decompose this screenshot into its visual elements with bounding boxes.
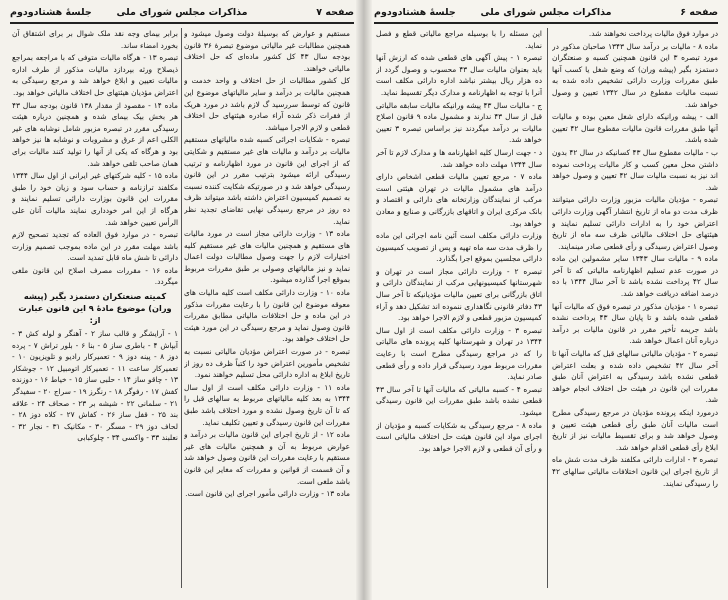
paragraph: تبصره - در صورت اعتراض مؤدیان مالیاتی نسبت به تشخیص مأمورین اعتراض خود را کتباً ظرف ده روز از تاریخ ابلاغ به اداره دارائی محل تسلیم خواهند نمود. xyxy=(184,347,350,380)
paragraph: ماده ۱۶ - مقررات مصرف اصلاح این قانون ملغی میگردد. xyxy=(12,265,178,287)
paragraph: تبصره ۲ - مؤدیان مالیاتی سالهای قبل که مالیات آنها تا آخر سال ۴۲ تشخیص داده شده و بعلت اعتراض قطعی نشده باشد رسیدگی به اعتراض آنان طبق مقررات این قانون در هیئت حل اختلاف انجام خواهد شد. xyxy=(552,349,718,405)
section-heading: کمیته صنعتکران دستمزد بگیر (پیشه وران) موضوع مادهٔ ۹ این قانون عبارت از: xyxy=(18,291,172,326)
paragraph: ماده ۱۳ - وزارت دارائی مجاز است در مورد مالیات های مستقیم و همچنین مالیات های غیر مستقیم کلیه اختیارات لازم را جهت وصول مطالبات دولت اعمال نماید و نیز مالیاتهای وصولی بر طبق مقررات مربوط بموقع اجرا گذارده میشود. xyxy=(184,229,350,285)
paragraph: تبصره - در موارد فوق العاده که تجدید تصحیح لازم باشد مهلت مقرر در این ماده بموجب تصمیم وزارت دارائی تا شش ماه قابل تمدید است. xyxy=(12,230,178,263)
paragraph: ماده ۷ - مرجع تعیین مالیات قطعی اشخاص دارای درآمد های مشمول مالیات در تهران هیئتی است مرکب از نمایندگان وزارتخانه های دارائی و اقتصاد و بانک مرکزی ایران و اتاقهای بازرگانی و صنایع و معادن خواهد بود. xyxy=(376,172,542,228)
paragraph: د - جهت ارسال کلیه اظهارنامه ها و مدارک لازم تا آخر سال ۱۳۴۴ مهلت داده خواهد شد. xyxy=(376,147,542,169)
page-number: صفحه ۶ xyxy=(680,7,718,18)
session-label: جلسهٔ هشتادودوم xyxy=(10,7,92,18)
paragraph: تبصره ۱ - مؤدیان مذکور در تبصره فوق که مالیات آنها قطعی شده باشد و تا پایان سال ۴۳ پرداخت نشده باشد جریمه تأخیر مقرر در قانون مالیات بر درآمد درباره آنان اعمال خواهد شد. xyxy=(552,301,718,346)
paragraph: تبصره - شکایات اجرائی کسبه شده مالیاتهای مستقیم مالیات بر درآمد و مالیات های غیر مستقیم و شکایتی که از اجرای این قانون در مورد اظهارنامه و ترتیب رسیدگی ارائه میشود بترتیب مقرر در این قانون رسیدگی خواهد شد و در صورتیکه شکایت کننده نسبت به تصمیم کمیسیون اعتراض داشته باشد میتواند ظرف ده روز در مرجع رسیدگی نهایی تقاضای تجدید نظر نماید. xyxy=(184,135,350,226)
paragraph: الف - پیشه ورانیکه دارای شغل معین بوده و مالیات آنها طبق مقررات قانون مالیات مقطوع سال ۴۲ تعیین شده باشد. xyxy=(552,112,718,145)
paragraph: مستقیم و عوارض که بوسیلهٔ دولت وصول میشود و همچنین مطالبات غیر مالیاتی موضوع تبصرهٔ ۳۶ قانون بودجه سال ۴۳ کل کشور ماده‌ای که حل اختلاف مالیاتی خواهند. xyxy=(184,29,350,73)
paragraph: وزارت دارائی مکلف است آئین نامه اجرائی این ماده را ظرف مدت سه ماه تهیه و پس از تصویب کمیسیون دارائی مجلسین بموقع اجرا بگذارد. xyxy=(376,231,542,264)
right-page xyxy=(364,0,728,600)
page-header xyxy=(374,6,718,24)
paragraph: برابر بیمای وجه نقد ملک شوال بر برای اشتقاق آن بخورد امضاء ساند. xyxy=(12,29,178,50)
paragraph: ماده ۱۵ - کلیه شرکتهای غیر ایرانی از اول سال ۱۳۴۴ مکلفند ترازنامه و حساب سود و زیان خود را طبق مقررات این قانون بوزارت دارائی تسلیم نمایند و هرگاه از این امر خودداری نمایند مالیات آنان علی الرأس تعیین خواهد شد. xyxy=(12,171,178,227)
running-title: مذاکرات مجلس شورای ملی xyxy=(480,7,612,18)
paragraph: ماده ۱۱ - وزارت دارائی مکلف است از اول سال ۱۳۴۴ به بعد کلیه مالیاتهای مربوط به سالهای قبل را که تا آن تاریخ وصول نشده و مورد اختلاف باشد طبق مقررات این قانون رسیدگی و تعیین تکلیف نماید. xyxy=(184,382,350,427)
running-title: مذاکرات مجلس شورای ملی xyxy=(116,7,248,18)
paragraph: تبصره ۲ - وزارت دارائی مجاز است در تهران و شهرستانها کمیسیونهایی مرکب از نمایندگان دارائی و اتاق بازرگانی برای تعیین مالیات مؤدیانیکه تا آخر سال ۴۳ دفاتر قانونی نگاهداری ننموده اند تشکیل دهد و آراء کمیسیون مزبور قطعی و لازم الاجرا خواهد بود. xyxy=(376,266,542,323)
paragraph: تبصره - مؤدیان مالیات مزبور وزارت دارائی میتوانند ظرف مدت دو ماه از تاریخ انتشار آگهی وزارت دارائی اعتراض خود را به ادارات دارائی تسلیم نمایند و هیئتهای حل اختلاف مالیاتی ظرف سه ماه از تاریخ وصول اعتراض رسیدگی و رأی قطعی صادر مینمایند. xyxy=(552,195,718,251)
paragraph: ماده ۱۲ - از تاریخ اجرای این قانون مالیات بر درآمد و عوارض مربوط به آن و همچنین مالیات های غیر مستقیم با رعایت مقررات این قانون وصول خواهد شد و آن قسمت از قوانین و مقررات که مغایر این قانون باشد ملغی است. xyxy=(184,430,350,486)
column-divider xyxy=(181,28,182,588)
paragraph: تبصره ۳ - ادارات دارائی مکلفند ظرف مدت شش ماه از تاریخ اجرای این قانون اختلافات مالیاتی سالهای ۴۲ را رسیدگی نمایند. xyxy=(552,455,718,488)
paragraph: کل کشور مطالبات از حل اختلاف و واحد خدمت و همچنین مالیات بر درآمد و سایر مالیاتهای موضوع این قانون که توسط سررسید گ لازم باشد در مورد هریک از فقرات ذکر شده آراء صادره هیئتهای حل اختلاف قطعی و لازم الاجرا میباشد. xyxy=(184,76,350,132)
paragraph: ماده ۹ - مالیات سال ۱۳۴۳ سایر مشمولین این ماده در صورت عدم تسلیم اظهارنامه مالیاتی که تا آخر سال ۴۲ پرداخت نشده باشد تا آخر سال ۱۳۴۴ با ده درصد اضافه دریافت خواهد شد. xyxy=(552,254,718,299)
paragraph: تبصره ۱۳ - هرگاه مالیات متوفی که با مراجعه بمراجع ذیصلاح ورثه بپردازد مالیات مذکور از طرف اداره مالیات تعیین و ابلاغ خواهد شد و مرجع رسیدگی به اعتراض مؤدیان هیئتهای حل اختلاف مالیاتی خواهد بود. xyxy=(12,53,178,97)
paragraph: ماده ۱۴ - مقصود از مقدار ۱۳۸ قانون بودجه سال ۴۳ هر بخش بیک بیمای شده و همچنین درباره هیئت رسیدگی مقرر در تبصره مزبور شامل نوشابه های غیر الکلی اعم از عرق و مشروبات و نوشابه ها نیز خواهد بود و هرگاه که یکی از آنها را تولید کنند مالیات برای همان صاحب تلقی خواهد شد. xyxy=(12,100,178,168)
paragraph: این مسئله را با بوسیله مراجع مالیاتی قطع و فصل نماید. xyxy=(376,29,542,50)
paragraph: ماده ۸ - مالیات بر درآمد سال ۱۳۴۳ صاحبان مذکور در مورد تبصره ۳ این قانون همچنین کسبه و صنعتگران دستمزد بگیر (پیشه وران) که وضع شغل یا کسب آنها طبق مقررات وزارت دارائی تشخیص داده شده به نسبت مالیات مقطوع در سال ۱۳۴۲ تعیین و وصول خواهد شد. xyxy=(552,41,718,109)
column-divider xyxy=(547,28,548,588)
paragraph: تبصره ۱ - پیش آگهی های قطعی شده که ارزش آنها باید بعنوان مالیات سال ۴۳ محسوب و وصول گردد از ده هزار ریال بیشتر نباشد اداره دارائی مکلف است آنرا با توجه به اظهارنامه و مدارک دیگر تقسیط نماید. xyxy=(376,53,542,97)
paragraph: ماده ۱۳ - وزارت دارائی مأمور اجرای این قانون است. xyxy=(185,489,350,499)
paragraph: ج - مالیات سال ۴۳ پیشه ورانیکه مالیات سابقه مالیاتی قبل از سال ۴۳ ندارند و مشمول ماده ۹ قانون اصلاح مالیات بر درآمد میگردند نیز براساس تبصره ۳ تعیین خواهد شد. xyxy=(376,100,542,145)
paragraph: ماده ۸ - مرجع رسیدگی به شکایات کسبه و مؤدیان از اجرای مواد این قانون هیئت حل اختلاف مالیاتی است و رأی آن قطعی و لازم الاجرا خواهد بود. xyxy=(376,420,542,453)
page-header xyxy=(10,6,354,24)
text-column-left xyxy=(376,28,542,594)
page-number: صفحه ۷ xyxy=(316,7,354,18)
paragraph: ماده ۱۰ - وزارت دارائی مکلف است کلیه مالیات های معوقه موضوع این قانون را با رعایت مقررات مذکور در این ماده و حل اختلافات مالیاتی مطابق مقررات قانون وصول نماید و مرجع رسیدگی در این مورد هیئت حل اختلاف خواهد بود. xyxy=(184,288,350,344)
paragraph: تبصره ۴ - کسبه مالیاتی که مالیات آنها تا آخر سال ۴۳ قطعی نشده باشد طبق مقررات این قانون رسیدگی میشود. xyxy=(376,384,542,417)
paragraph: درمورد اینکه پرونده مؤدیان در مرجع رسیدگی مطرح است مالیات آنان طبق رأی قطعی هیئت تعیین و وصول خواهد شد و برای تقسیط مالیات نیز از تاریخ ابلاغ رأی قطعی اقدام خواهد شد. xyxy=(552,408,718,452)
session-label: جلسهٔ هشتادودوم xyxy=(374,7,456,18)
trade-list: ۱ - آرایشگر و قالب ساز ۲ - آهنگر و لوله کش ۳ - آبپاش ۴ - باطری ساز ۵ - بنا ۶ - بلور تراش ۷ - پرده دوز ۸ - پینه دوز ۹ - تعمیرکار رادیو و تلویزیون ۱۰ - تعمیرکار ساعت ۱۱ - تعمیرکار اتومبیل ۱۲ - جوشکار ۱۳ - چاقو ساز ۱۴ - حلبی ساز ۱۵ - خیاط ۱۶ - دوزنده کفش ۱۷ - رفوگر ۱۸ - رنگرز ۱۹ - سراج ۲۰ - سفیدگر ۲۱ - سلمانی ۲۲ - شیشه بر ۲۳ - صحاف ۲۴ - علاقه بند ۲۵ - قفل ساز ۲۶ - کفاش ۲۷ - کلاه دوز ۲۸ - لحاف دوز ۲۹ - مسگر ۳۰ - مکانیک ۳۱ - نجار ۳۲ - نعلبند ۳۳ - واکسی ۳۴ - چلوکبابی xyxy=(12,329,178,443)
book-gutter xyxy=(356,0,372,600)
paragraph: تبصره ۳ - وزارت دارائی مکلف است از اول سال ۱۳۴۴ در تهران و شهرستانها کلیه پرونده های مالیاتی را که در مراجع رسیدگی مطرح است با رعایت مقررات مربوط مورد رسیدگی قرار داده و رأی قطعی صادر نماید. xyxy=(376,325,542,382)
text-column-left xyxy=(12,28,178,594)
paragraph: در موارد فوق مالیات پرداخت نخواهند شد. xyxy=(588,29,718,38)
paragraph: ب - مالیات مقطوع سال ۴۳ کسانیکه در سال ۴۲ بدون داشتن محل معین کسب و کار مالیات پرداخت نموده اند نیز به نسبت مالیات سال ۴۲ تعیین و وصول خواهد شد. xyxy=(552,147,718,192)
text-column-right xyxy=(184,28,350,594)
text-column-right xyxy=(552,28,718,594)
